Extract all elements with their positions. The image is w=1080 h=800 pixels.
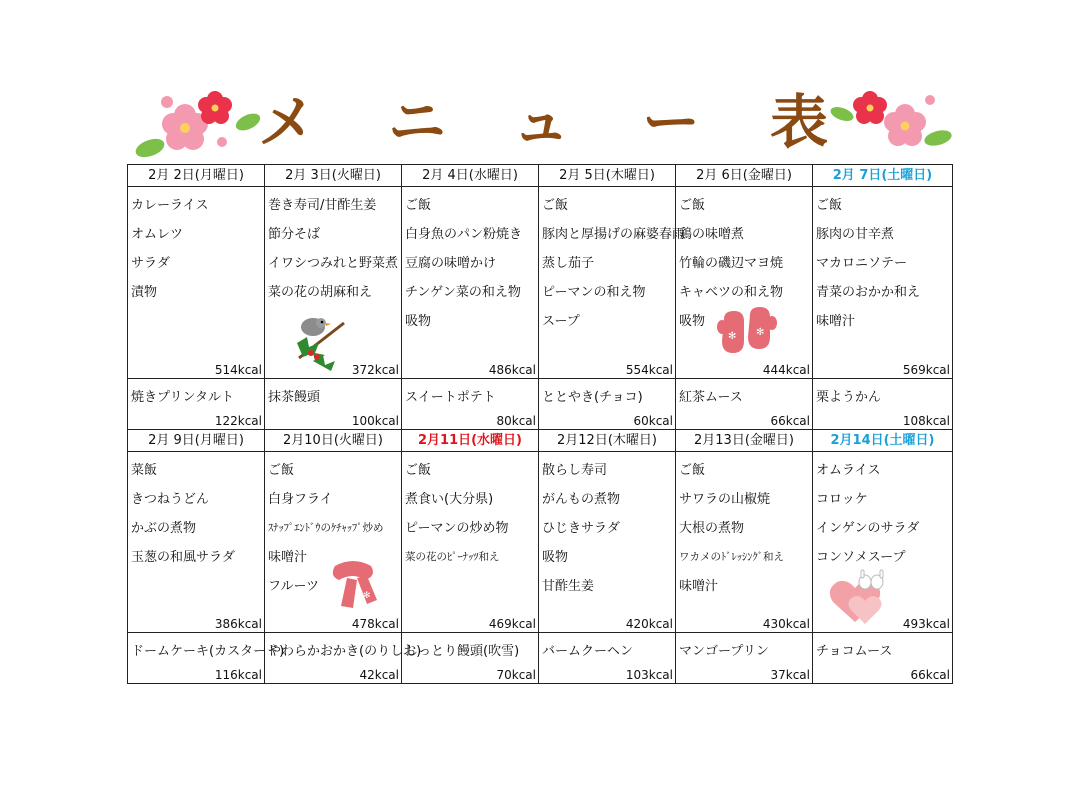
- menu-item: ご飯: [679, 463, 706, 478]
- menu-item: 散らし寿司: [542, 463, 608, 478]
- menu-items: [539, 452, 675, 601]
- dessert-cell: [128, 379, 265, 430]
- dessert-cell: [539, 633, 676, 684]
- title-char-1: メ: [258, 88, 317, 156]
- menu-item: ご飯: [405, 463, 432, 478]
- dessert-cell: [402, 379, 539, 430]
- dessert-kcal: 70kcal: [496, 668, 536, 682]
- svg-text:✻: ✻: [728, 331, 737, 342]
- menu-table-body: [128, 165, 953, 684]
- dessert-name: バームクーヘン: [542, 644, 634, 659]
- date-header: 2月 5日(木曜日): [539, 165, 676, 187]
- title-char-3: ュ: [512, 88, 571, 156]
- meal-kcal: 469kcal: [488, 617, 536, 631]
- menu-item: 大根の煮物: [679, 521, 745, 536]
- meal-cell: [676, 452, 813, 633]
- meal-cell: [128, 452, 265, 633]
- menu-items: [265, 187, 401, 307]
- menu-item: マカロニソテー: [816, 256, 908, 271]
- meal-kcal: 486kcal: [488, 363, 536, 377]
- dessert-kcal: 66kcal: [910, 668, 950, 682]
- menu-item: ｽﾅｯﾌﾟｴﾝﾄﾞｳのｹﾁｬｯﾌﾟ炒め: [268, 522, 384, 534]
- meal-cell: [265, 187, 402, 379]
- menu-item: 漬物: [131, 285, 158, 300]
- menu-item: 節分そば: [268, 227, 321, 242]
- meal-kcal: 554kcal: [625, 363, 673, 377]
- menu-item: キャベツの和え物: [679, 285, 784, 300]
- menu-item: 玉葱の和風サラダ: [131, 550, 235, 565]
- flower-left-icon: [130, 88, 250, 158]
- dessert-name: しっとり饅頭(吹雪): [405, 644, 520, 659]
- menu-item: 鶏の味噌煮: [679, 227, 745, 242]
- dessert-cell: [539, 379, 676, 430]
- menu-item: 竹輪の磯辺マヨ焼: [679, 256, 784, 271]
- menu-item: ピーマンの炒め物: [405, 521, 509, 536]
- menu-item: フルーツ: [268, 579, 319, 594]
- menu-item: ご飯: [268, 463, 295, 478]
- title-char-2: ニ: [388, 88, 447, 156]
- menu-item: 白身魚のパン粉焼き: [405, 227, 523, 242]
- meal-cell: [128, 187, 265, 379]
- menu-item: ご飯: [405, 198, 432, 213]
- menu-item: かぶの煮物: [131, 521, 197, 536]
- dessert-cell: [128, 633, 285, 684]
- svg-text:✻: ✻: [363, 591, 371, 601]
- dessert-cell: [676, 379, 813, 430]
- dessert-kcal: 108kcal: [902, 414, 950, 428]
- menu-items: [539, 187, 686, 336]
- dessert-kcal: 37kcal: [770, 668, 810, 682]
- dessert-name: スイートポテト: [405, 390, 496, 405]
- dessert-name: 栗ようかん: [816, 390, 882, 405]
- dessert-cell: [265, 633, 422, 684]
- meal-kcal: 444kcal: [762, 363, 810, 377]
- date-header: 2月 9日(月曜日): [128, 430, 265, 452]
- decoration: [289, 313, 349, 375]
- dessert-name: 焼きプリンタルト: [131, 390, 234, 405]
- menu-items: [676, 452, 812, 601]
- dessert-kcal: 66kcal: [770, 414, 810, 428]
- date-header-row: [128, 165, 953, 187]
- dessert-row: [128, 379, 953, 430]
- menu-item: 味噌汁: [268, 550, 308, 565]
- date-header: 2月14日(土曜日): [813, 430, 953, 452]
- meal-cell: [539, 187, 686, 379]
- menu-item: がんもの煮物: [542, 492, 621, 507]
- scarf-icon: [325, 556, 381, 610]
- date-header-row: [128, 430, 953, 452]
- flower-right-icon: [830, 88, 950, 158]
- dessert-kcal: 42kcal: [359, 668, 399, 682]
- meal-cell: [402, 452, 539, 633]
- date-header: 2月12日(木曜日): [539, 430, 676, 452]
- dessert-kcal: 80kcal: [496, 414, 536, 428]
- date-header: 2月 4日(水曜日): [402, 165, 539, 187]
- menu-table: [127, 164, 953, 684]
- menu-item: オムライス: [816, 463, 881, 478]
- menu-item: 豚肉と厚揚げの麻婆春雨: [542, 227, 686, 242]
- dessert-name: チョコムース: [816, 644, 893, 659]
- title-char-4: ー: [642, 88, 701, 156]
- menu-item: 白身フライ: [268, 492, 333, 507]
- meal-kcal: 420kcal: [625, 617, 673, 631]
- date-header: 2月 6日(金曜日): [676, 165, 813, 187]
- menu-item: チンゲン菜の和え物: [405, 285, 521, 300]
- menu-item: きつねうどん: [131, 492, 210, 507]
- menu-item: 吸物: [679, 314, 706, 329]
- menu-item: 吸物: [405, 314, 432, 329]
- dessert-cell: [676, 633, 813, 684]
- meal-kcal: 493kcal: [902, 617, 950, 631]
- meal-row: [128, 452, 953, 633]
- meal-kcal: 569kcal: [902, 363, 950, 377]
- menu-items: [813, 452, 952, 572]
- dessert-kcal: 60kcal: [633, 414, 673, 428]
- menu-item: カレーライス: [131, 198, 209, 213]
- menu-item: 味噌汁: [679, 579, 719, 594]
- menu-items: [128, 452, 264, 572]
- date-header: 2月 2日(月曜日): [128, 165, 265, 187]
- dessert-name: ドームケーキ(カスタード): [131, 644, 285, 659]
- dessert-kcal: 103kcal: [625, 668, 673, 682]
- dessert-name: 紅茶ムース: [679, 390, 743, 405]
- date-header: 2月10日(火曜日): [265, 430, 402, 452]
- dessert-name: マンゴープリン: [679, 644, 769, 659]
- menu-item: ワカメのﾄﾞﾚｯｼﾝｸﾞ和え: [679, 551, 784, 563]
- menu-items: [402, 187, 538, 336]
- title-banner: [130, 88, 952, 164]
- menu-item: インゲンのサラダ: [816, 521, 920, 536]
- meal-kcal: 514kcal: [214, 363, 262, 377]
- menu-item: 蒸し茄子: [542, 256, 595, 271]
- menu-item: サワラの山椒焼: [679, 492, 771, 507]
- dessert-name: 抹茶饅頭: [268, 390, 321, 405]
- menu-items: [402, 452, 538, 572]
- menu-item: 甘酢生姜: [542, 579, 595, 594]
- meal-kcal: 430kcal: [762, 617, 810, 631]
- menu-item: ご飯: [679, 198, 706, 213]
- menu-items: [128, 187, 264, 307]
- dessert-name: やわらかおかき(のりしお): [268, 644, 422, 659]
- meal-cell: [813, 452, 953, 633]
- menu-item: 巻き寿司/甘酢生姜: [268, 198, 377, 213]
- menu-item: オムレツ: [131, 227, 184, 242]
- menu-item: コロッケ: [816, 492, 868, 507]
- menu-item: 菜の花のﾋﾟｰﾅｯﾂ和え: [405, 551, 500, 563]
- decoration: [325, 556, 381, 614]
- meal-cell: [676, 187, 813, 379]
- decoration: [825, 570, 893, 630]
- menu-item: 吸物: [542, 550, 569, 565]
- date-header: 2月 7日(土曜日): [813, 165, 953, 187]
- menu-item: サラダ: [131, 256, 170, 271]
- menu-item: イワシつみれと野菜煮: [268, 256, 399, 271]
- dessert-kcal: 116kcal: [214, 668, 262, 682]
- menu-item: 菜飯: [131, 463, 158, 478]
- meal-cell: [402, 187, 539, 379]
- svg-text:✻: ✻: [756, 327, 765, 338]
- menu-item: 煮食い(大分県): [405, 492, 494, 507]
- meal-row: [128, 187, 953, 379]
- menu-item: ご飯: [816, 198, 843, 213]
- dessert-cell: [265, 379, 402, 430]
- hearts-bunnies-icon: [825, 570, 893, 626]
- menu-item: 青菜のおかか和え: [816, 285, 921, 300]
- menu-item: ピーマンの和え物: [542, 285, 646, 300]
- menu-item: コンソメスープ: [816, 550, 906, 565]
- menu-item: ご飯: [542, 198, 569, 213]
- meal-cell: [265, 452, 402, 633]
- date-header: 2月13日(金曜日): [676, 430, 813, 452]
- date-header: 2月 3日(火曜日): [265, 165, 402, 187]
- meal-kcal: 478kcal: [351, 617, 399, 631]
- menu-item: 豚肉の甘辛煮: [816, 227, 895, 242]
- menu-items: [813, 187, 952, 336]
- decoration: [716, 309, 778, 361]
- menu-item: ひじきサラダ: [542, 521, 620, 536]
- meal-cell: [813, 187, 953, 379]
- bird-holly-icon: [289, 313, 349, 371]
- dessert-cell: [813, 379, 953, 430]
- menu-item: 豆腐の味噌かけ: [405, 256, 497, 271]
- meal-cell: [539, 452, 676, 633]
- menu-item: スープ: [542, 314, 580, 329]
- meal-kcal: 372kcal: [351, 363, 399, 377]
- mittens-icon: [716, 309, 778, 357]
- dessert-name: ととやき(チョコ): [542, 390, 643, 405]
- dessert-kcal: 122kcal: [214, 414, 262, 428]
- dessert-cell: [813, 633, 953, 684]
- title-char-5: 表: [770, 88, 829, 156]
- dessert-cell: [402, 633, 539, 684]
- dessert-kcal: 100kcal: [351, 414, 399, 428]
- date-header: 2月11日(水曜日): [402, 430, 539, 452]
- menu-item: 菜の花の胡麻和え: [268, 285, 373, 300]
- menu-item: 味噌汁: [816, 314, 856, 329]
- dessert-row: [128, 633, 953, 684]
- meal-kcal: 386kcal: [214, 617, 262, 631]
